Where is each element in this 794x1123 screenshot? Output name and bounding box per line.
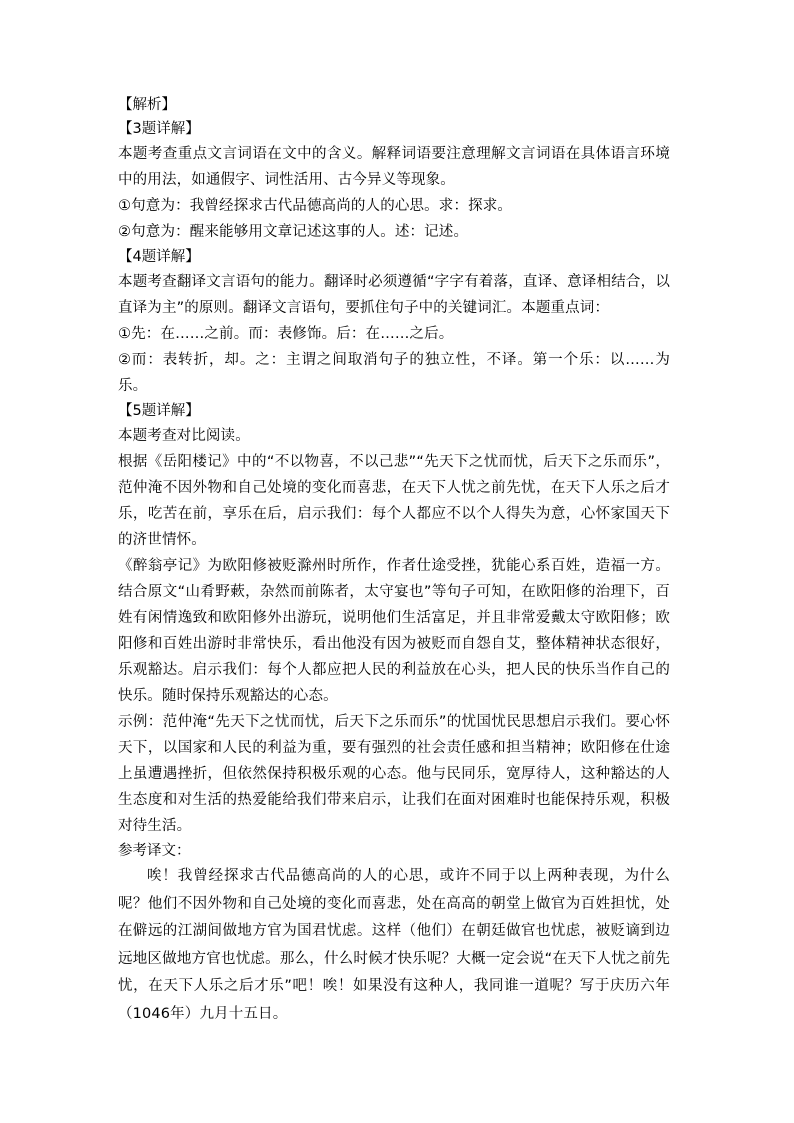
q5-heading: 【5题详解】 — [118, 403, 200, 419]
q5-intro: 本题考查对比阅读。 — [118, 428, 250, 444]
q4-item-2: ②而：表转折，却。之：主谓之间取消句子的独立性，不译。第一个乐：以……为乐。 — [118, 352, 670, 394]
translation-heading: 参考译文： — [118, 843, 191, 859]
analysis-heading: 【解析】 — [118, 97, 176, 113]
q5-paragraph-1: 根据《岳阳楼记》中的“不以物喜，不以己悲”“先天下之忧而忧，后天下之乐而乐”，范仲淹不因外物和自己处境的变化而喜悲，在天下人忧之前先忧，在天下人乐之后才乐，吃苦在前，享乐在后，启示我们：每个人都应不以个人得失为意，心怀家国天下的济世情怀。 — [118, 454, 670, 548]
q3-item-2: ②句意为：醒来能够用文章记述这事的人。述：记述。 — [118, 224, 469, 240]
translation-body: 唉！我曾经探求古代品德高尚的人的心思，或许不同于以上两种表现，为什么呢？他们不因外物和自己处境的变化而喜悲，处在高高的朝堂上做官为百姓担忧，处在僻远的江湖间做地方官为国君忧虑。这样（他们）在朝廷做官也忧虑，被贬谪到边远地区做地方官也忧虑。那么，什么时候才快乐呢？大概一定会说“在天下人忧之前先忧，在天下人乐之后才乐”吧！唉！如果没有这种人，我同谁一道呢？写于庆历六年（1046年）九月十五日。 — [118, 868, 670, 1022]
q3-heading: 【3题详解】 — [118, 121, 200, 137]
q3-intro: 本题考查重点文言词语在文中的含义。解释词语要注意理解文言词语在具体语言环境中的用法，如通假字、词性活用、古今异义等现象。 — [118, 146, 670, 188]
q4-intro: 本题考查翻译文言语句的能力。翻译时必须遵循“字字有着落，直译、意译相结合，以直译为主”的原则。翻译文言语句，要抓住句子中的关键词汇。本题重点词： — [118, 274, 670, 316]
q5-paragraph-2: 《醉翁亭记》为欧阳修被贬滁州时所作，作者仕途受挫，犹能心系百姓，造福一方。结合原文“山肴野蔌，杂然而前陈者，太守宴也”等句子可知，在欧阳修的治理下，百姓有闲情逸致和欧阳修外出游玩，说明他们生活富足，并且非常爱戴太守欧阳修；欧阳修和百姓出游时非常快乐，看出他没有因为被贬而自怨自艾，整体精神状态很好，乐观豁达。启示我们：每个人都应把人民的利益放在心头，把人民的快乐当作自己的快乐。随时保持乐观豁达的心态。 — [118, 558, 670, 704]
q4-heading: 【4题详解】 — [118, 249, 200, 265]
q4-item-1: ①先：在……之前。而：表修饰。后：在……之后。 — [118, 326, 454, 342]
document-page — [118, 93, 670, 1028]
q5-example: 示例：范仲淹“先天下之忧而忧，后天下之乐而乐”的忧国忧民思想启示我们。要心怀天下，以国家和人民的利益为重，要有强烈的社会责任感和担当精神；欧阳修在仕途上虽遭遇挫折，但依然保持积极乐观的心态。他与民同乐，宽厚待人，这种豁达的人生态度和对生活的热爱能给我们带来启示，让我们在面对困难时也能保持乐观，积极对待生活。 — [118, 714, 670, 834]
q3-item-1: ①句意为：我曾经探求古代品德高尚的人的心思。求：探求。 — [118, 198, 513, 214]
